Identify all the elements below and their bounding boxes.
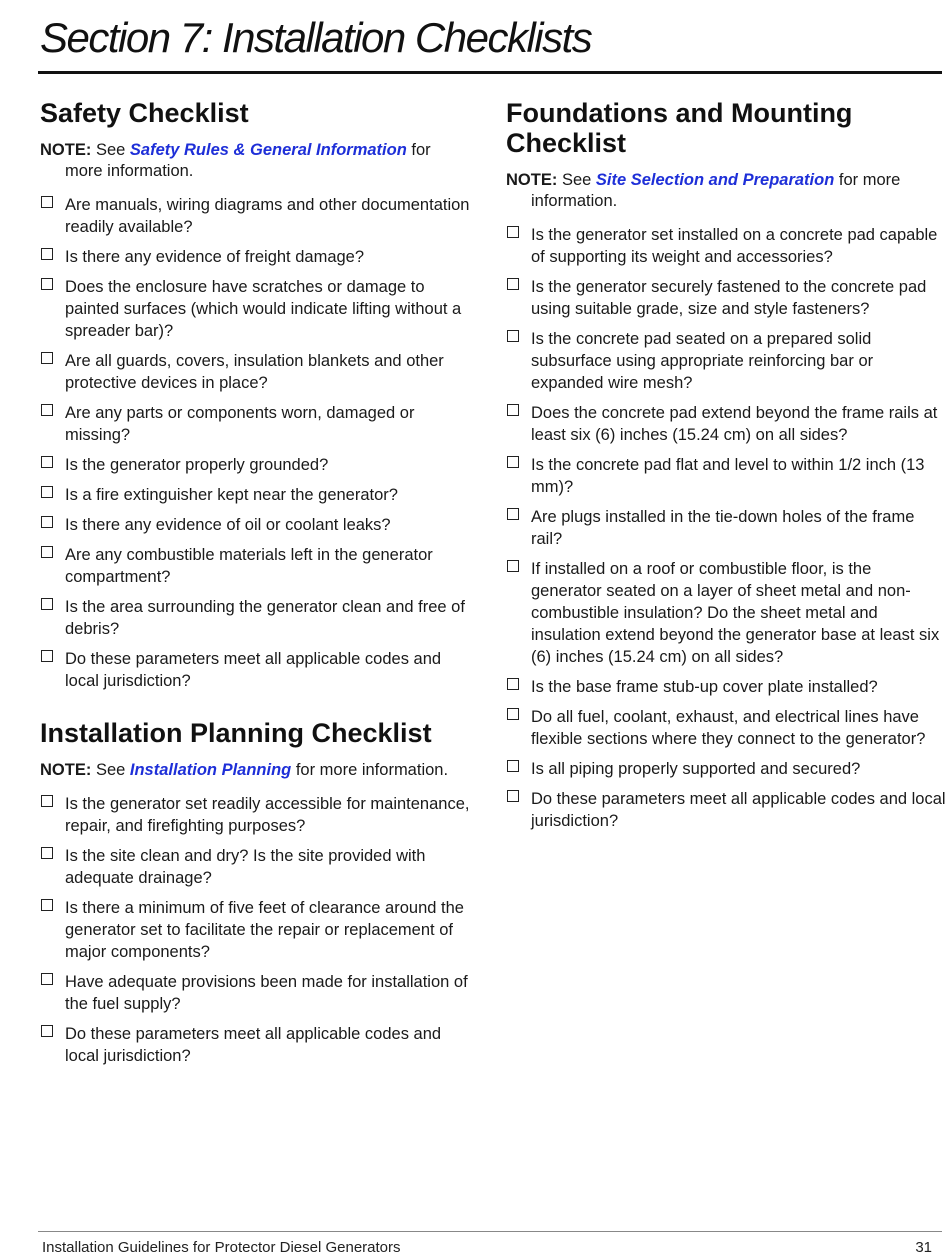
note-label: NOTE: <box>40 761 92 779</box>
checkbox-icon[interactable] <box>507 330 519 342</box>
safety-checklist-section <box>40 98 472 692</box>
checklist-item <box>506 328 946 394</box>
checkbox-icon[interactable] <box>41 650 53 662</box>
checklist-item-text: Is the generator set installed on a concrete pad capable of supporting its weight and accessories? <box>531 226 938 266</box>
right-column <box>506 98 946 840</box>
safety-note <box>40 140 472 182</box>
checklist-item <box>40 194 472 238</box>
checkbox-icon[interactable] <box>41 973 53 985</box>
checklist-item-text: Does the enclosure have scratches or damage to painted surfaces (which would indicate lifting without a spreader bar)? <box>65 278 462 340</box>
checklist-item-text: Do all fuel, coolant, exhaust, and electrical lines have flexible sections where they connect to the generator? <box>531 708 926 748</box>
checklist-item <box>506 558 946 668</box>
checklist-item-text: Is the site clean and dry? Is the site provided with adequate drainage? <box>65 847 426 887</box>
planning-checklist <box>40 793 472 1067</box>
checklist-item <box>40 971 472 1015</box>
checklist-item <box>40 454 472 476</box>
foundations-checklist-heading: Foundations and Mounting Checklist <box>506 98 853 158</box>
checklist-item <box>40 514 472 536</box>
left-column <box>40 98 472 1075</box>
checklist-item <box>40 484 472 506</box>
checklist-item <box>40 246 472 268</box>
checklist-item-text: Is a fire extinguisher kept near the generator? <box>65 486 398 504</box>
checklist-item-text: Is the area surrounding the generator clean and free of debris? <box>65 598 465 638</box>
checkbox-icon[interactable] <box>41 598 53 610</box>
planning-checklist-heading: Installation Planning Checklist <box>40 718 432 748</box>
safety-checklist <box>40 194 472 692</box>
checkbox-icon[interactable] <box>41 404 53 416</box>
checkbox-icon[interactable] <box>41 847 53 859</box>
checklist-item <box>40 596 472 640</box>
checklist-item <box>506 758 946 780</box>
note-post: for more information. <box>65 141 431 180</box>
checklist-item-text: Is the generator set readily accessible for maintenance, repair, and firefighting purposes? <box>65 795 470 835</box>
checkbox-icon[interactable] <box>41 486 53 498</box>
checkbox-icon[interactable] <box>41 899 53 911</box>
planning-checklist-section <box>40 718 472 1067</box>
checkbox-icon[interactable] <box>41 352 53 364</box>
foundations-checklist <box>506 224 946 832</box>
checkbox-icon[interactable] <box>41 546 53 558</box>
safety-rules-link[interactable]: Safety Rules & General Information <box>129 141 407 159</box>
checklist-item <box>506 454 946 498</box>
checkbox-icon[interactable] <box>507 790 519 802</box>
checkbox-icon[interactable] <box>507 508 519 520</box>
foundations-checklist-section <box>506 98 946 832</box>
checkbox-icon[interactable] <box>507 678 519 690</box>
title-divider <box>38 71 942 74</box>
checkbox-icon[interactable] <box>507 760 519 772</box>
checklist-item <box>40 1023 472 1067</box>
note-pre: See <box>95 761 126 779</box>
checklist-item-text: Is the base frame stub-up cover plate installed? <box>531 678 878 696</box>
checkbox-icon[interactable] <box>507 560 519 572</box>
checklist-item-text: Are any combustible materials left in the generator compartment? <box>65 546 433 586</box>
checklist-item-text: Are manuals, wiring diagrams and other documentation readily available? <box>65 196 470 236</box>
checkbox-icon[interactable] <box>507 226 519 238</box>
checklist-item <box>506 506 946 550</box>
foundations-note <box>506 170 946 212</box>
checklist-item <box>506 224 946 268</box>
checkbox-icon[interactable] <box>41 795 53 807</box>
note-pre: See <box>95 141 126 159</box>
footer-document-title: Installation Guidelines for Protector Diesel Generators <box>42 1239 401 1256</box>
checklist-item-text: Is there any evidence of freight damage? <box>65 248 365 266</box>
note-label: NOTE: <box>40 141 92 159</box>
page-number: 31 <box>915 1239 932 1256</box>
checklist-item <box>506 276 946 320</box>
planning-note <box>40 760 472 781</box>
checklist-item-text: Is there any evidence of oil or coolant leaks? <box>65 516 391 534</box>
note-post: for more information. <box>295 761 449 779</box>
checklist-item <box>40 793 472 837</box>
checkbox-icon[interactable] <box>507 404 519 416</box>
checklist-item-text: Is all piping properly supported and secured? <box>531 760 861 778</box>
checklist-item <box>40 276 472 342</box>
checklist-item <box>40 897 472 963</box>
checkbox-icon[interactable] <box>41 456 53 468</box>
checklist-item-text: Do these parameters meet all applicable codes and local jurisdiction? <box>65 650 442 690</box>
checklist-item-text: Is the generator securely fastened to the concrete pad using suitable grade, size and style fasteners? <box>531 278 927 318</box>
checkbox-icon[interactable] <box>41 196 53 208</box>
checklist-item <box>40 350 472 394</box>
site-selection-link[interactable]: Site Selection and Preparation <box>595 171 835 189</box>
checkbox-icon[interactable] <box>41 248 53 260</box>
checklist-item <box>506 788 946 832</box>
checkbox-icon[interactable] <box>507 456 519 468</box>
checklist-item-text: Is there a minimum of five feet of clearance around the generator set to facilitate the repair or replacement of major components? <box>65 899 464 961</box>
page-title: Section 7: Installation Checklists <box>40 14 592 61</box>
checkbox-icon[interactable] <box>41 1025 53 1037</box>
checklist-item-text: Do these parameters meet all applicable codes and local jurisdiction? <box>531 790 946 830</box>
checklist-item-text: Is the concrete pad seated on a prepared solid subsurface using appropriate reinforcing bar or expanded wire mesh? <box>531 330 874 392</box>
checkbox-icon[interactable] <box>507 708 519 720</box>
safety-checklist-heading: Safety Checklist <box>40 98 249 128</box>
checklist-item-text: Have adequate provisions been made for installation of the fuel supply? <box>65 973 468 1013</box>
checklist-item-text: Are all guards, covers, insulation blankets and other protective devices in place? <box>65 352 444 392</box>
checkbox-icon[interactable] <box>507 278 519 290</box>
installation-planning-link[interactable]: Installation Planning <box>129 761 292 779</box>
checklist-item <box>506 676 946 698</box>
note-label: NOTE: <box>506 171 558 189</box>
footer-divider <box>38 1231 942 1232</box>
checklist-item-text: Do these parameters meet all applicable codes and local jurisdiction? <box>65 1025 442 1065</box>
checklist-item <box>40 544 472 588</box>
checklist-item <box>506 402 946 446</box>
note-post: for more information. <box>531 171 901 210</box>
checklist-item-text: Is the generator properly grounded? <box>65 456 329 474</box>
checklist-item <box>40 845 472 889</box>
checklist-item <box>40 648 472 692</box>
checklist-item-text: Does the concrete pad extend beyond the frame rails at least six (6) inches (15.24 cm) on all sides? <box>531 404 938 444</box>
checklist-item <box>40 402 472 446</box>
note-pre: See <box>561 171 592 189</box>
checklist-item-text: If installed on a roof or combustible floor, is the generator seated on a layer of sheet metal and non-combustible insulation? Do the sheet metal and insulation extend beyond the generator base at least six (6) inches (15.24 cm) on all sides? <box>531 560 940 666</box>
checklist-item-text: Is the concrete pad flat and level to within 1/2 inch (13 mm)? <box>531 456 925 496</box>
checkbox-icon[interactable] <box>41 516 53 528</box>
checklist-item-text: Are plugs installed in the tie-down holes of the frame rail? <box>531 508 915 548</box>
checklist-item-text: Are any parts or components worn, damaged or missing? <box>65 404 415 444</box>
checklist-item <box>506 706 946 750</box>
checkbox-icon[interactable] <box>41 278 53 290</box>
